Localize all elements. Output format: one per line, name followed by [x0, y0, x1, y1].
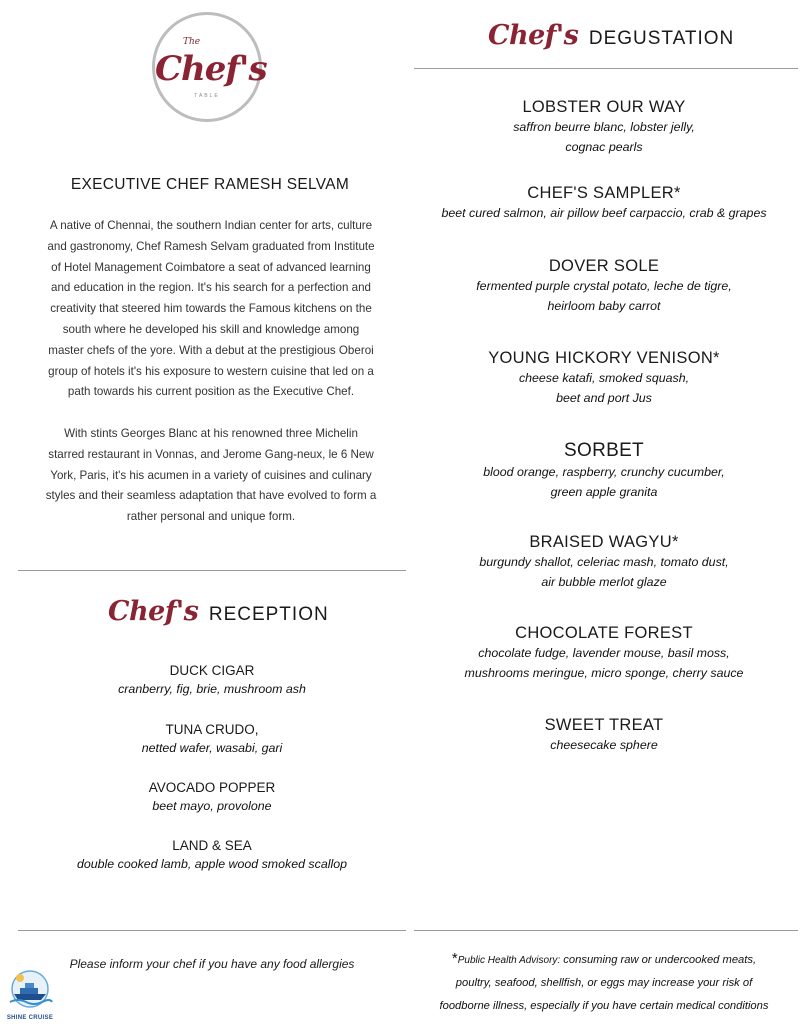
divider-right-bottom [414, 930, 798, 931]
health-advisory: *Public Health Advisory: consuming raw or undercooked meats, poultry, seafood, shellfish, or eggs may increase your risk of foodborne illness, especially if you have certain medical conditions [412, 947, 796, 1018]
divider-right-top [414, 68, 798, 69]
reception-item-desc: beet mayo, provolone [152, 799, 272, 813]
course-desc: mushrooms meringue, micro sponge, cherry sauce [464, 666, 744, 680]
badge-label: SHINE CRUISE [6, 1015, 54, 1021]
course [412, 716, 796, 755]
reception-item [20, 663, 404, 696]
course [412, 98, 796, 157]
bio-line: south where he developed his skill and knowledge among [62, 322, 360, 336]
course-name: DOVER SOLE [548, 257, 660, 275]
degustation-heading [488, 20, 788, 60]
advisory-lead: Public Health Advisory: [457, 955, 561, 966]
bio-paragraph-2 [30, 424, 392, 528]
reception-item-name: DUCK CIGAR [169, 663, 255, 678]
bio-line: A native of Chennai, the southern Indian center for arts, culture [49, 219, 373, 232]
course-name: SWEET TREAT [544, 716, 664, 734]
divider-left-mid [18, 570, 406, 571]
logo-name: Chef's [155, 49, 267, 89]
allergy-note: Please inform your chef if you have any food allergies [69, 957, 355, 971]
chefs-table-logo [152, 12, 267, 122]
chef-title: EXECUTIVE CHEF RAMESH SELVAM [70, 176, 350, 193]
reception-title: RECEPTION [208, 604, 329, 625]
bio-paragraph-1 [30, 216, 392, 403]
reception-script: Chef's [108, 596, 199, 627]
course-desc: blood orange, raspberry, crunchy cucumber, [483, 465, 725, 479]
course-desc: cognac pearls [565, 140, 643, 154]
course-name: BRAISED WAGYU* [529, 533, 679, 551]
reception-item-name: TUNA CRUDO, [165, 722, 259, 737]
course-desc: burgundy shallot, celeriac mash, tomato dust, [479, 555, 729, 569]
reception-item [20, 838, 404, 871]
advisory-line: poultry, seafood, shellfish, or eggs may increase your risk of [455, 977, 753, 989]
bio-line: styles and their seamless adaptation that have evolved to form a [45, 489, 377, 503]
course [412, 349, 796, 408]
course [412, 624, 796, 683]
reception-item [20, 722, 404, 755]
course-desc: cheesecake sphere [550, 738, 658, 752]
reception-item-name: AVOCADO POPPER [148, 780, 276, 795]
course-desc: fermented purple crystal potato, leche de tigre, [476, 279, 732, 293]
bio-line: creativity that steered him towards the Famous kitchens on the [50, 302, 372, 316]
bio-line: of Hotel Management Coimbatore a seat of advanced learning [51, 260, 371, 274]
bio-line: path towards his current position as the Executive Chef. [67, 385, 355, 399]
course-desc: saffron beurre blanc, lobster jelly, [513, 120, 695, 134]
reception-item-desc: netted wafer, wasabi, gari [141, 741, 283, 755]
course-desc: beet and port Jus [556, 391, 652, 405]
bio-line: With stints Georges Blanc at his renowned three Michelin [64, 427, 358, 440]
bio-line: and gastronomy, Chef Ramesh Selvam graduated from Institute [47, 239, 375, 253]
course-desc: beet cured salmon, air pillow beef carpaccio, crab & grapes [441, 206, 767, 220]
course-desc: cheese katafi, smoked squash, [518, 371, 690, 385]
advisory-line: foodborne illness, especially if you have certain medical conditions [439, 1000, 769, 1012]
course-name: SORBET [564, 440, 644, 461]
bio-line: rather personal and unique form. [126, 510, 296, 524]
shine-cruise-logo [4, 968, 56, 1022]
bio-line: group of hotels it's his exposure to western cuisine that led on a [48, 364, 374, 378]
reception-heading [108, 596, 368, 636]
bio-line: and education in the region. It's his search for a perfection and [51, 281, 371, 295]
course-desc: air bubble merlot glaze [541, 575, 667, 589]
reception-item [20, 780, 404, 813]
course-name: YOUNG HICKORY VENISON* [488, 349, 720, 367]
advisory-line: consuming raw or undercooked meats, [560, 954, 757, 966]
course-desc: chocolate fudge, lavender mouse, basil moss, [478, 646, 730, 660]
logo-the: The [183, 37, 201, 47]
course [412, 533, 796, 592]
reception-item-name: LAND & SEA [172, 838, 252, 853]
bio-line: starred restaurant in Vonnas, and Jerome Gang-neux, le 6 New [48, 447, 374, 461]
cruise-ship-icon [4, 968, 56, 1010]
divider-left-bottom [18, 930, 406, 931]
degustation-script: Chef's [488, 20, 579, 51]
course [412, 440, 796, 502]
course [412, 184, 796, 223]
course [412, 257, 796, 316]
reception-item-desc: double cooked lamb, apple wood smoked scallop [76, 857, 347, 871]
bio-line: York, Paris, it's his acumen in a variety of cuisines and culinary [50, 468, 372, 482]
reception-item-desc: cranberry, fig, brie, mushroom ash [118, 682, 306, 696]
course-name: LOBSTER OUR WAY [522, 98, 686, 116]
bio-line: master chefs of the yore. With a debut at the prestigious Oberoi [48, 343, 374, 357]
course-desc: heirloom baby carrot [547, 299, 661, 313]
degustation-title: DEGUSTATION [588, 28, 735, 49]
course-name: CHEF'S SAMPLER* [527, 184, 681, 202]
course-name: CHOCOLATE FOREST [515, 624, 693, 642]
course-desc: green apple granita [550, 485, 658, 499]
logo-sub: TABLE [194, 93, 220, 99]
